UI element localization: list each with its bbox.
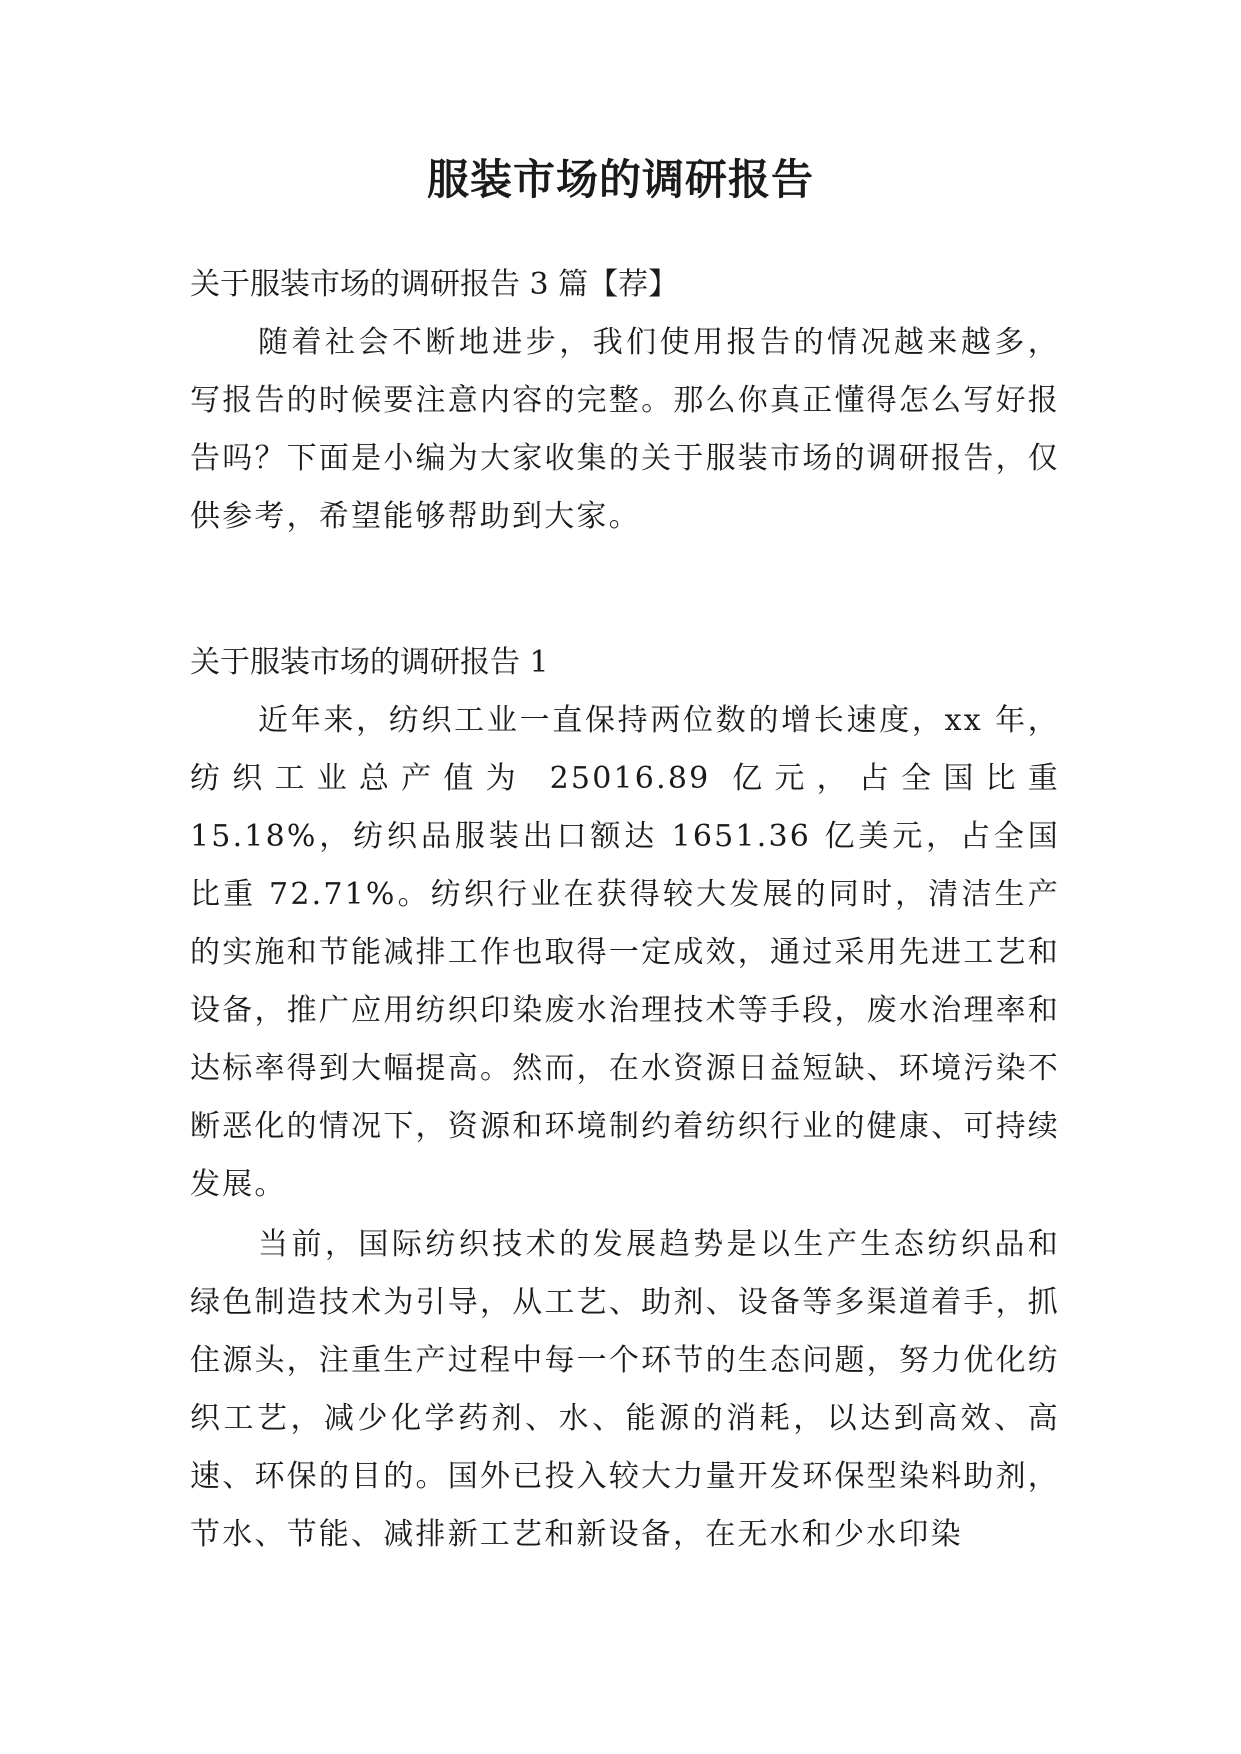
- section-paragraph: 近年来，纺织工业一直保持两位数的增长速度，xx 年，纺织工业总产值为 25016.89 亿元，占全国比重 15.18%，纺织品服装出口额达 1651.36 亿美元，占全国比重 72.71%。纺织行业在获得较大发展的同时，清洁生产的实施和节能减排工作也取得一定成效，通过采用先进工艺和设备，推广应用纺织印染废水治理技术等手段，废水治理率和达标率得到大幅提高。然而，在水资源日益短缺、环境污染不断恶化的情况下，资源和环境制约着纺织行业的健康、可持续发展。: [190, 703, 1060, 1202]
- document-title: 服装市场的调研报告: [426, 155, 814, 204]
- intro-paragraph: 随着社会不断地进步，我们使用报告的情况越来越多，写报告的时候要注意内容的完整。那么你真正懂得怎么写好报告吗？下面是小编为大家收集的关于服装市场的调研报告，仅供参考，希望能够帮助到大家。: [190, 325, 1060, 534]
- section-heading: 关于服装市场的调研报告 1: [190, 645, 549, 680]
- intro-heading: 关于服装市场的调研报告 3 篇【荐】: [190, 267, 679, 302]
- section-paragraph: 当前，国际纺织技术的发展趋势是以生产生态纺织品和绿色制造技术为引导，从工艺、助剂、设备等多渠道着手，抓住源头，注重生产过程中每一个环节的生态问题，努力优化纺织工艺，减少化学药剂、水、能源的消耗，以达到高效、高速、环保的目的。国外已投入较大力量开发环保型染料助剂，节水、节能、减排新工艺和新设备，在无水和少水印染: [190, 1227, 1060, 1552]
